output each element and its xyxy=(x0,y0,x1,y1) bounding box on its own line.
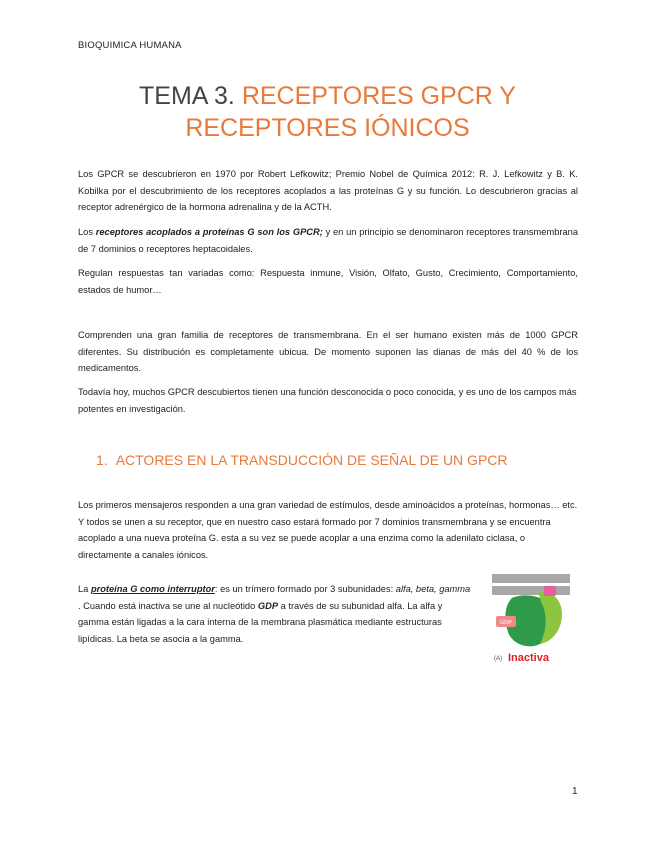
paragraph-responses: Regulan respuestas tan variadas como: Respuesta inmune, Visión, Olfato, Gusto, Crecimiento, Comportamiento, estados de humor… xyxy=(78,268,578,295)
paragraph-family: Comprenden una gran familia de receptores de transmembrana. En el ser humano existen más de 1000 GPCR diferentes. Su distribución es completamente ubicua. De momento suponen las dianas de más del 40 % de los medicamentos. xyxy=(78,330,578,373)
paragraph-research: Todavía hoy, muchos GPCR descubiertos tienen una función desconocida o poco conocida, y es uno de los campos más potentes en investigación. xyxy=(78,387,577,414)
p2-start: Los xyxy=(78,227,96,237)
section-number: 1. xyxy=(96,452,108,468)
membrane-top xyxy=(492,574,570,583)
p7-d: a través de su subunidad alfa. La alfa y gamma están ligadas a la cara interna de la membrana plasmática mediante estructuras lipídicas. La beta se asocia a la gamma. xyxy=(78,600,443,644)
membrane-bottom xyxy=(492,586,570,595)
gamma-subunit xyxy=(544,586,556,596)
paragraph-messengers: Los primeros mensajeros responden a una gran variedad de estímulos, desde aminoácidos a proteínas, hormonas… etc. Y todos se unen a su receptor, que en nuestro caso estará formado por 7 dominios transmembrana y se encuentra acoplado a una nueva proteína G. esta a su vez se puede acoplar a una enzima como la adenilato ciclasa, o directamente a canales iónicos. xyxy=(78,500,578,560)
page-number: 1 xyxy=(572,786,578,797)
g-protein-figure xyxy=(490,572,574,670)
paragraph-g-protein xyxy=(78,581,473,647)
p7-a: La xyxy=(78,584,91,594)
figure-label: Inactiva xyxy=(508,652,549,664)
figure-caption: (A) xyxy=(494,656,502,662)
paragraph-definition xyxy=(78,224,578,257)
section-heading xyxy=(96,452,508,468)
g-protein-illustration xyxy=(490,572,574,652)
title-accent: RECEPTORES GPCR Y RECEPTORES IÓNICOS xyxy=(185,82,516,142)
p7-emphasis: proteína G como interruptor xyxy=(90,584,215,594)
running-header: BIOQUIMICA HUMANA xyxy=(78,40,182,51)
p2-emphasis: receptores acoplados a proteínas G son los GPCR; xyxy=(95,227,323,237)
p7-subunits: alfa, beta, gamma xyxy=(395,584,471,594)
section-title: ACTORES EN LA TRANSDUCCIÓN DE SEÑAL DE UN GPCR xyxy=(115,452,508,468)
title-prefix: TEMA 3. xyxy=(139,82,242,110)
p7-gdp: GDP xyxy=(257,600,279,611)
p7-b: : es un trímero formado por 3 subunidades: xyxy=(214,584,396,594)
page-title xyxy=(60,80,595,144)
paragraph-history: Los GPCR se descubrieron en 1970 por Robert Lefkowitz; Premio Nobel de Química 2012: R. J. Lefkowitz y B. K. Kobilka por el descubrimiento de los receptores acoplados a las proteínas G y su función. Lo descubrieron gracias al receptor adrenérgico de la hormona adrenalina y de la ACTH. xyxy=(78,169,578,212)
gdp-text: GDP xyxy=(500,620,512,626)
p7-c: . Cuando está inactiva se une al nucleótido xyxy=(78,600,258,611)
p2-end: y en un principio se denominaron receptores transmembrana de 7 dominios o receptores heptacoidales. xyxy=(78,227,578,254)
